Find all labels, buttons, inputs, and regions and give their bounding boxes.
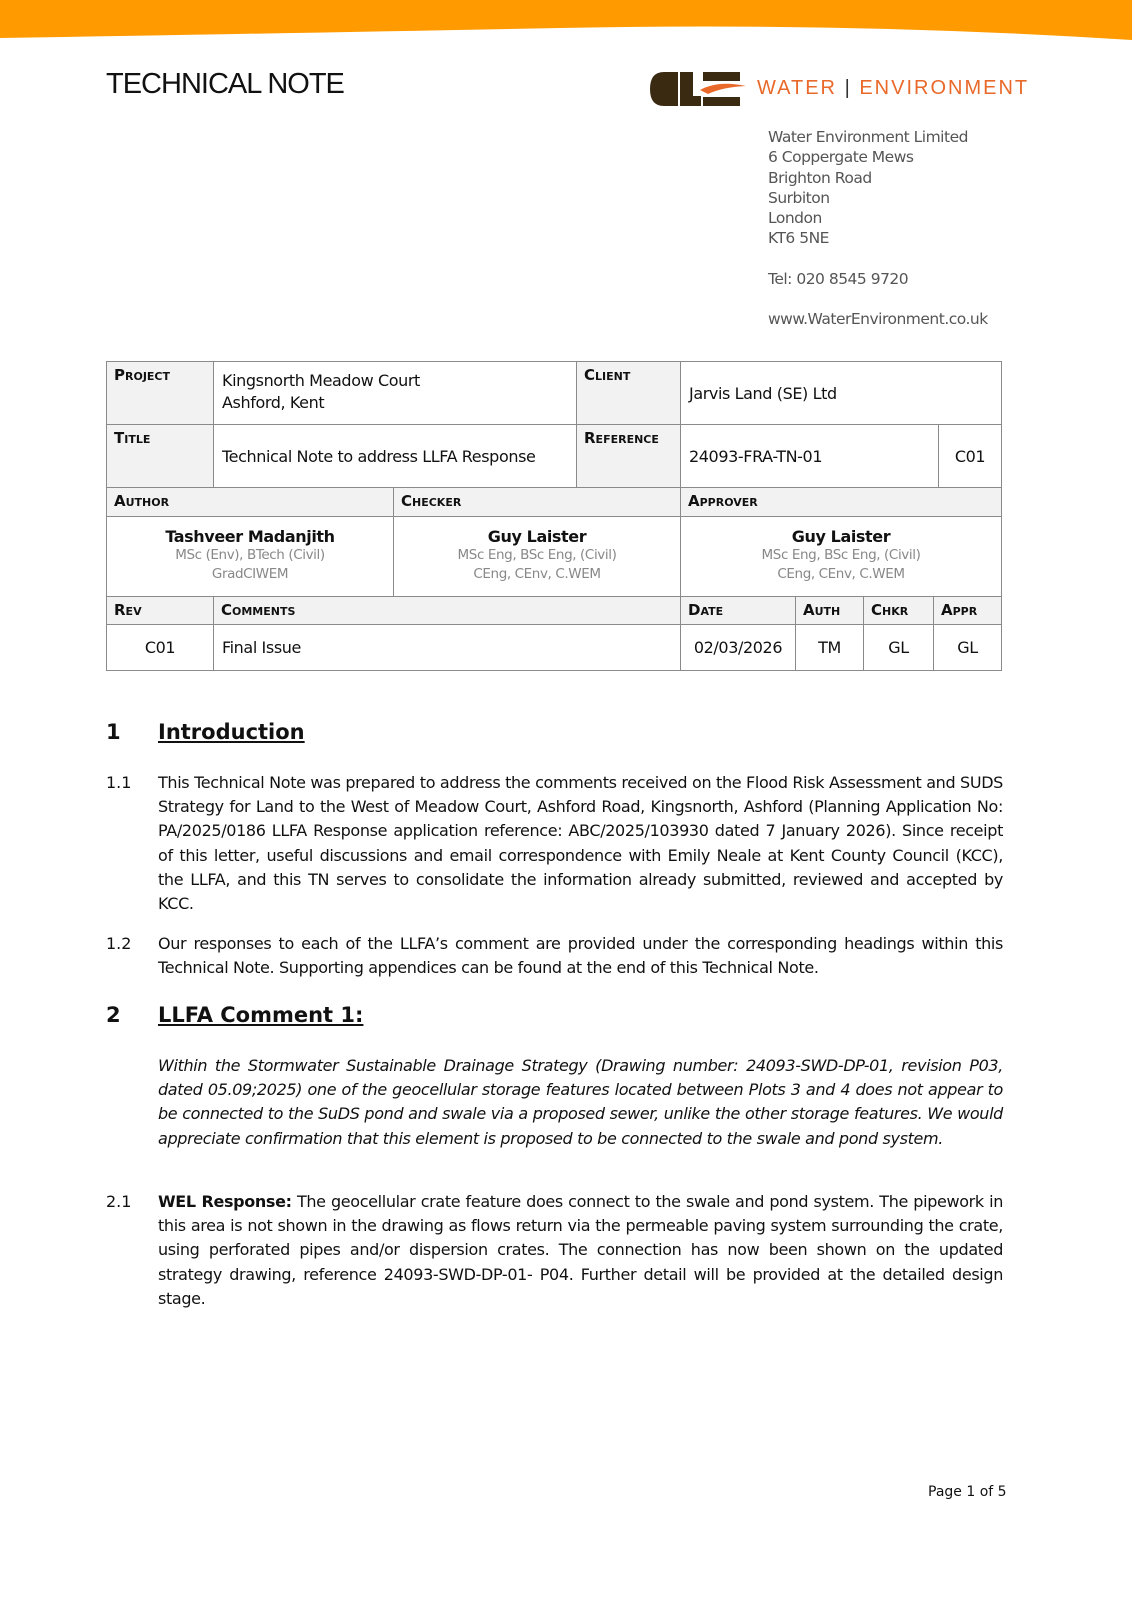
checker-cell	[393, 516, 681, 597]
client-label: Client	[576, 361, 681, 425]
appr-value: GL	[933, 624, 1002, 671]
date-value: 02/03/2026	[680, 624, 796, 671]
project-value	[213, 361, 577, 425]
llfa-comment-quote: Within the Stormwater Sustainable Drainage Strategy (Drawing number: 24093-SWD-DP-01, revision P03, dated 05.09;2025) one of the geocellular storage features located between Plots 3 and 4 does not appear to be connected to the SuDS pond and swale via a proposed sewer, unlike the other storage features. We would appreciate confirmation that this element is proposed to be connected to the swale and pond system.	[158, 1056, 1003, 1148]
appr-header: Appr	[933, 596, 1002, 625]
comments-header: Comments	[213, 596, 681, 625]
orange-header-band	[0, 0, 1132, 45]
reference-value: 24093-FRA-TN-01	[680, 424, 939, 488]
paragraph-number: 1.2	[106, 934, 132, 953]
paragraph-text: This Technical Note was prepared to address the comments received on the Flood Risk Assessment and SUDS Strategy for Land to the West of Meadow Court, Ashford Road, Kingsnorth, Ashford (Planning Application No: PA/2025/0186 LLFA Response application reference: ABC/2025/103930 dated 7 January 2026). Since receipt of this letter, useful discussions and email correspondence with Emily Neale at Kent County Council (KCC), the LLFA, and this TN serves to consolidate the information already submitted, reviewed and accepted by KCC.	[158, 773, 1003, 914]
paragraph-text: Our responses to each of the LLFA’s comment are provided under the corresponding headings within this Technical Note. Supporting appendices can be found at the end of this Technical Note.	[158, 934, 1003, 978]
title-value: Technical Note to address LLFA Response	[213, 424, 577, 488]
date-header: Date	[680, 596, 796, 625]
response-lead: WEL Response:	[158, 1192, 292, 1211]
rev-header: Rev	[106, 596, 214, 625]
author-name: Tashveer Madanjith	[165, 527, 335, 546]
project-location: Ashford, Kent	[222, 393, 325, 412]
website-link[interactable]: www.WaterEnvironment.co.uk	[768, 310, 988, 328]
author-qualifications: MSc (Env), BTech (Civil)	[175, 547, 325, 563]
title-label: Title	[106, 424, 214, 488]
approver-name: Guy Laister	[791, 527, 891, 546]
auth-value: TM	[795, 624, 864, 671]
chkr-header: Chkr	[863, 596, 934, 625]
section-number: 2	[106, 1003, 121, 1027]
logo-environment: ENVIRONMENT	[859, 77, 1030, 99]
address-line: KT6 5NE	[768, 229, 829, 248]
paragraph-number: 1.1	[106, 773, 132, 792]
paragraph-text	[158, 1190, 1003, 1311]
project-label: Project	[106, 361, 214, 425]
checker-qualifications: CEng, CEnv, C.WEM	[473, 566, 601, 582]
paragraph-number: 2.1	[106, 1192, 132, 1211]
company-logo-icon	[648, 70, 748, 108]
address-line: Brighton Road	[768, 168, 872, 187]
client-value: Jarvis Land (SE) Ltd	[680, 361, 1002, 425]
section-number: 1	[106, 720, 121, 744]
approver-qualifications: CEng, CEnv, C.WEM	[777, 566, 905, 582]
response-text: The geocellular crate feature does connect to the swale and pond system. The pipework in this area is not shown in the drawing as flows return via the permeable paving system surrounding the crate, using perforated pipes and/or dispersion crates. The connection has now been shown on the updated strategy drawing, reference 24093-SWD-DP-01- P04. Further detail will be provided at the detailed design stage.	[158, 1192, 1003, 1308]
address-line: Surbiton	[768, 188, 830, 207]
approver-label: Approver	[680, 487, 1002, 517]
logo-water: WATER	[757, 77, 837, 99]
checker-name: Guy Laister	[487, 527, 587, 546]
author-qualifications: GradCIWEM	[211, 566, 289, 582]
reference-label: Reference	[576, 424, 681, 488]
telephone: Tel: 020 8545 9720	[768, 270, 909, 288]
company-logo-text: WATER | ENVIRONMENT	[757, 77, 1030, 99]
section-title: LLFA Comment 1:	[158, 1003, 364, 1027]
comments-value: Final Issue	[213, 624, 681, 671]
section-heading	[0, 1003, 1132, 1033]
address-line: London	[768, 209, 822, 228]
approver-qualifications: MSc Eng, BSc Eng, (Civil)	[761, 547, 921, 563]
revision-value: C01	[938, 424, 1002, 488]
chkr-value: GL	[863, 624, 934, 671]
address-line: 6 Coppergate Mews	[768, 148, 914, 167]
rev-value: C01	[106, 624, 214, 671]
document-title: TECHNICAL NOTE	[106, 68, 344, 100]
section-title: Introduction	[158, 720, 305, 744]
author-cell	[106, 516, 394, 597]
checker-label: Checker	[393, 487, 681, 517]
address-line: Water Environment Limited	[768, 128, 968, 146]
section-heading	[0, 720, 1132, 750]
project-name: Kingsnorth Meadow Court	[222, 371, 420, 390]
checker-qualifications: MSc Eng, BSc Eng, (Civil)	[457, 547, 617, 563]
company-address	[768, 127, 968, 249]
author-label: Author	[106, 487, 394, 517]
page-number: Page 1 of 5	[928, 1484, 1007, 1500]
approver-cell	[680, 516, 1002, 597]
auth-header: Auth	[795, 596, 864, 625]
